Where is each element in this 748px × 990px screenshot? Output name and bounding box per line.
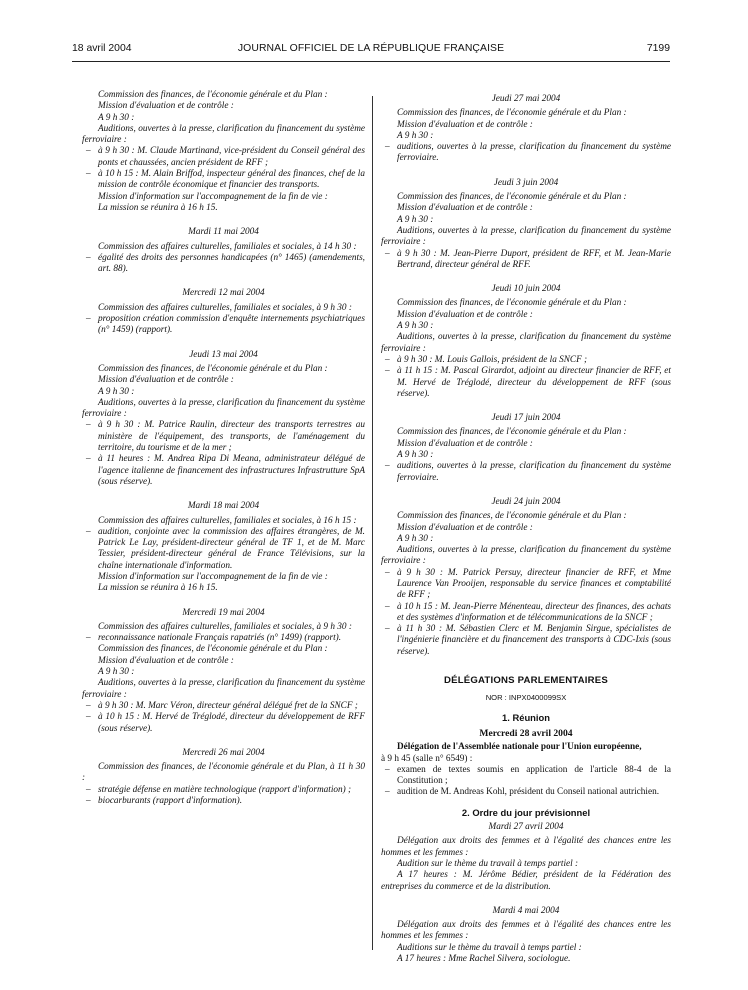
agenda-block bbox=[381, 413, 671, 484]
agenda-block bbox=[82, 288, 365, 336]
hearing-line: A 17 heures : M. Jérôme Bédier, président de la Fédération des entreprises du commerce et de la distribution. bbox=[381, 870, 671, 892]
agenda-item: – à 9 h 30 : M. Jean-Pierre Duport, président de RFF, et M. Jean-Marie Bertrand, directeur général de RFF. bbox=[381, 249, 671, 272]
agenda-list bbox=[381, 142, 671, 165]
mission-line: Mission d'information sur l'accompagnement de la fin de vie : bbox=[98, 571, 328, 582]
date-heading: Mercredi 19 mai 2004 bbox=[182, 607, 265, 618]
agenda-item: – à 11 h 30 : M. Sébastien Clerc et M. Benjamin Sirgue, spécialistes de l'ingénierie financière et du financement des transports à CDC-Ixis (sous réserve). bbox=[381, 624, 671, 658]
time-line: à 9 h 45 (salle n° 6549) : bbox=[381, 753, 473, 764]
agenda-item: – à 9 h 30 : M. Claude Martinand, vice-président du Conseil général des ponts et chaussées, ancien président de RFF ; bbox=[82, 146, 365, 169]
topic-line: Auditions, ouvertes à la presse, clarification du financement du système ferroviaire : bbox=[82, 678, 365, 700]
journal-title: JOURNAL OFFICIEL DE LA RÉPUBLIQUE FRANÇAISE bbox=[237, 43, 505, 54]
topic-line: Audition sur le thème du travail à temps partiel : bbox=[397, 858, 579, 869]
delegation-line: Délégation aux droits des femmes et à l'égalité des chances entre les hommes et les femmes : bbox=[381, 920, 671, 942]
delegations-section bbox=[381, 675, 671, 965]
topic-line: Auditions, ouvertes à la presse, clarification du financement du système ferroviaire : bbox=[381, 332, 671, 354]
time-line: A 9 h 30 : bbox=[98, 386, 135, 397]
time-line: A 9 h 30 : bbox=[397, 214, 434, 225]
topic-line: Auditions, ouvertes à la presse, clarification du financement du système ferroviaire : bbox=[381, 225, 671, 248]
date-heading: Mercredi 12 mai 2004 bbox=[182, 288, 265, 299]
committee-line: Commission des finances, de l'économie générale et du Plan, à 11 h 30 : bbox=[82, 762, 365, 784]
delegation-heading: Délégation de l'Assemblée nationale pour l'Union européenne, bbox=[397, 742, 642, 753]
agenda-item: – à 10 h 15 : M. Hervé de Tréglodé, directeur du développement de RFF (sous réserve). bbox=[82, 712, 365, 735]
topic-line: Auditions, ouvertes à la presse, clarification du financement du système ferroviaire : bbox=[82, 397, 365, 420]
mission-line: Mission d'évaluation et de contrôle : bbox=[98, 375, 234, 386]
agenda-item: – audition, conjointe avec la commission des affaires étrangères, de M. Patrick Le Lay, président-directeur général de TF 1, et de M. Marc Tessier, président-directeur général de France Télévisions, sur la chaîne internationale d'information. bbox=[82, 527, 365, 572]
subsection-title: 1. Réunion bbox=[502, 711, 550, 723]
time-line: A 9 h 30 : bbox=[397, 130, 434, 141]
agenda-item: – reconnaissance nationale Français rapatriés (n° 1499) (rapport). bbox=[82, 633, 365, 644]
agenda-item: – à 9 h 30 : M. Patrick Persuy, directeur financier de RFF, et Mme Laurence Van Prooijen, responsable du service finances et comptabilité de RFF ; bbox=[381, 568, 671, 602]
committee-line: Commission des finances, de l'économie générale et du Plan : bbox=[397, 298, 627, 309]
agenda-item: – proposition création commission d'enquête internements psychiatriques (n° 1459) (rapport). bbox=[82, 314, 365, 337]
committee-line: Commission des finances, de l'économie générale et du Plan : bbox=[397, 192, 627, 203]
agenda-item: – à 11 h 15 : M. Pascal Girardot, adjoint au directeur financier de RFF, et M. Hervé de Tréglodé, directeur du développement de RFF (sous réserve). bbox=[381, 366, 671, 400]
hearing-line: A 17 heures : Mme Rachel Silvera, sociologue. bbox=[397, 954, 571, 964]
committee-line: Commission des affaires culturelles, familiales et sociales, à 14 h 30 : bbox=[98, 241, 357, 252]
agenda-item: – à 10 h 15 : M. Alain Briffod, inspecteur général des finances, chef de la mission de contrôle économique et financier des transports. bbox=[82, 169, 365, 192]
agenda-list bbox=[82, 420, 365, 488]
agenda-block bbox=[381, 178, 671, 271]
agenda-block bbox=[381, 284, 671, 400]
agenda-item: – à 9 h 30 : M. Marc Véron, directeur général délégué fret de la SNCF ; bbox=[82, 701, 365, 712]
agenda-item: – égalité des droits des personnes handicapées (n° 1465) (amendements, art. 88). bbox=[82, 253, 365, 276]
date-heading: Jeudi 13 mai 2004 bbox=[189, 349, 258, 360]
nor-reference: NOR : INPX0400099SX bbox=[485, 693, 567, 703]
mission-line: Mission d'évaluation et de contrôle : bbox=[397, 522, 533, 533]
right-column bbox=[381, 84, 671, 965]
agenda-item: – auditions, ouvertes à la presse, clarification du financement du système ferroviaire. bbox=[381, 142, 671, 165]
agenda-block bbox=[82, 90, 365, 214]
date-heading: Mercredi 26 mai 2004 bbox=[182, 747, 265, 758]
mission-line: Mission d'évaluation et de contrôle : bbox=[397, 438, 533, 449]
date-heading: Mardi 27 avril 2004 bbox=[488, 822, 564, 833]
page-number: 7199 bbox=[646, 43, 670, 54]
bold-date-heading: Mercredi 28 avril 2004 bbox=[479, 727, 573, 739]
date-heading: Jeudi 24 juin 2004 bbox=[491, 496, 561, 507]
mission-line: Mission d'information sur l'accompagnement de la fin de vie : bbox=[98, 191, 328, 202]
committee-line: Commission des affaires culturelles, familiales et sociales, à 9 h 30 : bbox=[98, 621, 352, 632]
note-line: La mission se réunira à 16 h 15. bbox=[98, 202, 218, 213]
time-line: A 9 h 30 : bbox=[397, 321, 434, 332]
date-heading: Mardi 4 mai 2004 bbox=[492, 905, 560, 916]
agenda-list bbox=[381, 355, 671, 400]
agenda-block bbox=[82, 227, 365, 275]
committee-line: Commission des finances, de l'économie générale et du Plan : bbox=[397, 108, 627, 119]
agenda-item: – à 10 h 15 : M. Jean-Pierre Ménenteau, directeur des finances, des achats et des systèmes d'information et de télécommunications de la SNCF ; bbox=[381, 602, 671, 625]
mission-line: Mission d'évaluation et de contrôle : bbox=[397, 309, 533, 320]
column-divider bbox=[372, 96, 373, 950]
agenda-block bbox=[82, 608, 365, 735]
delegation-line: Délégation aux droits des femmes et à l'égalité des chances entre les hommes et les femmes : bbox=[381, 836, 671, 858]
date-heading: Jeudi 17 juin 2004 bbox=[491, 413, 561, 424]
date-heading: Mardi 11 mai 2004 bbox=[188, 227, 259, 238]
topic-line: Auditions, ouvertes à la presse, clarification du financement du système ferroviaire : bbox=[82, 123, 365, 146]
agenda-item: – biocarburants (rapport d'information). bbox=[82, 796, 365, 807]
agenda-item: – audition de M. Andreas Kohl, président du Conseil national autrichien. bbox=[381, 787, 671, 798]
page-header bbox=[72, 43, 670, 57]
left-column bbox=[82, 90, 365, 807]
agenda-list bbox=[381, 249, 671, 272]
agenda-list bbox=[381, 765, 671, 799]
committee-line: Commission des affaires culturelles, familiales et sociales, à 16 h 15 : bbox=[98, 515, 357, 526]
agenda-item: – examen de textes soumis en application de l'article 88-4 de la Constitution ; bbox=[381, 765, 671, 788]
agenda-item: – auditions, ouvertes à la presse, clarification du financement du système ferroviaire. bbox=[381, 461, 671, 484]
subsection-title: 2. Ordre du jour prévisionnel bbox=[461, 806, 591, 818]
committee-line: Commission des finances, de l'économie générale et du Plan : bbox=[397, 511, 627, 522]
note-line: La mission se réunira à 16 h 15. bbox=[98, 583, 218, 594]
date-heading: Jeudi 10 juin 2004 bbox=[491, 284, 561, 295]
topic-line: Auditions, ouvertes à la presse, clarification du financement du système ferroviaire : bbox=[381, 545, 671, 567]
mission-line: Mission d'évaluation et de contrôle : bbox=[397, 203, 533, 214]
date-heading: Jeudi 27 mai 2004 bbox=[491, 94, 561, 104]
mission-line: Mission d'évaluation et de contrôle : bbox=[98, 655, 234, 666]
time-line: A 9 h 30 : bbox=[397, 533, 434, 544]
date-heading: Jeudi 3 juin 2004 bbox=[493, 177, 559, 188]
header-rule bbox=[72, 61, 670, 62]
agenda-list bbox=[82, 314, 365, 337]
header-date: 18 avril 2004 bbox=[72, 43, 132, 54]
agenda-item: – à 9 h 30 : M. Patrice Raulin, directeur des transports terrestres au ministère de l'équipement, des transports, de l'aménagement du territoire, du tourisme et de la mer ; bbox=[82, 420, 365, 454]
agenda-list bbox=[381, 568, 671, 658]
agenda-list bbox=[82, 785, 365, 808]
time-line: A 9 h 30 : bbox=[98, 667, 135, 678]
agenda-list bbox=[381, 461, 671, 484]
committee-line: Commission des finances, de l'économie générale et du Plan : bbox=[98, 90, 328, 100]
agenda-list bbox=[82, 633, 365, 644]
agenda-block bbox=[82, 350, 365, 489]
agenda-block bbox=[82, 748, 365, 807]
agenda-list bbox=[82, 527, 365, 572]
agenda-block bbox=[82, 501, 365, 594]
agenda-list bbox=[82, 253, 365, 276]
mission-line: Mission d'évaluation et de contrôle : bbox=[397, 119, 533, 130]
committee-line: Commission des affaires culturelles, familiales et sociales, à 9 h 30 : bbox=[98, 302, 352, 313]
time-line: A 9 h 30 : bbox=[98, 112, 135, 123]
agenda-block bbox=[381, 497, 671, 658]
committee-line: Commission des finances, de l'économie générale et du Plan : bbox=[397, 427, 627, 438]
agenda-list bbox=[82, 701, 365, 735]
date-heading: Mardi 18 mai 2004 bbox=[187, 501, 260, 512]
time-line: A 9 h 30 : bbox=[397, 450, 434, 461]
agenda-item: – à 9 h 30 : M. Louis Gallois, président de la SNCF ; bbox=[381, 355, 671, 366]
agenda-block bbox=[381, 94, 671, 165]
topic-line: Auditions sur le thème du travail à temps partiel : bbox=[397, 942, 582, 953]
committee-line: Commission des finances, de l'économie générale et du Plan : bbox=[98, 644, 328, 655]
mission-line: Mission d'évaluation et de contrôle : bbox=[98, 101, 234, 112]
agenda-item: – à 11 heures : M. Andrea Ripa Di Meana, administrateur délégué de l'agence italienne de financement des infrastructures Infrastrutture SpA (sous réserve). bbox=[82, 454, 365, 488]
agenda-list bbox=[82, 146, 365, 191]
agenda-item: – stratégie défense en matière technologique (rapport d'information) ; bbox=[82, 785, 365, 796]
section-title: DÉLÉGATIONS PARLEMENTAIRES bbox=[443, 675, 609, 687]
committee-line: Commission des finances, de l'économie générale et du Plan : bbox=[98, 363, 328, 374]
